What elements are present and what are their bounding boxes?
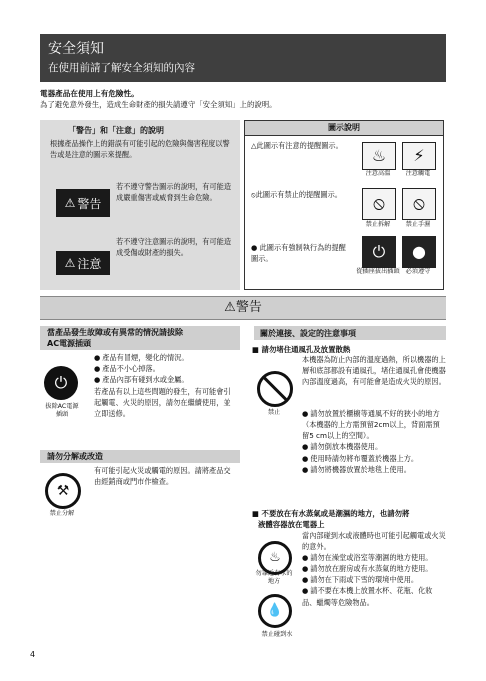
attention-icon-caption-1: 注意高溫 [365, 170, 391, 177]
right-s2-sub-1: ■ 不要放在有水蒸氣或是潮濕的地方，也請勿將 [252, 509, 410, 518]
left-s2-text: 有可能引起火災或觸電的原因。請將產品交由經銷商或門市作檢查。 [94, 466, 231, 487]
warning-text: 若不遵守警告圖示的說明，有可能造成嚴重傷害或威脅到生命危險。 [116, 182, 232, 203]
triangle-icon: △ [251, 141, 257, 150]
left-s2-title: 請勿分解或改造 [47, 452, 103, 461]
no-disassembly-icon: ⦸ [362, 188, 396, 220]
page-subtitle: 在使用前請了解安全須知的內容 [48, 62, 195, 74]
intro-line-1: 電器產品在使用上有危險性。 [40, 89, 139, 98]
list-item: ● 請勿在下雨或下雪的環境中使用。 [302, 574, 446, 585]
list-item: ● 產品不小心掉落。 [94, 363, 234, 374]
no-wet-hands-icon: ⦸ [402, 188, 436, 220]
caution-label-text: 注意 [77, 256, 102, 271]
caution-label [56, 251, 110, 275]
right-s2-sub-2: 液體容器放在電器上 [258, 520, 325, 529]
mandatory-text-label: 此圖示有強制執行為的提醒圖示。 [251, 243, 346, 264]
warning-label [56, 189, 110, 217]
prohibit-small-icon: ⦸ [251, 190, 256, 199]
hot-surface-icon: ♨ [362, 142, 396, 170]
right-s2-list [302, 552, 446, 608]
list-item: ● 請勿倒放本機器使用。 [302, 441, 446, 452]
list-item: ● 產品有冒煙，變化的情況。 [94, 352, 234, 363]
unplug-icon: ⏻ [362, 236, 396, 268]
left-s1-list [94, 352, 234, 385]
left-s1-para: 若產品有以上這些問題的發生，有可能會引起觸電、火災的原因，請勿在繼續使用，並立即送修。 [94, 387, 231, 419]
list-item: ● 請不要在本機上放置水杯、花瓶、化妝品、蠟燭等危險物品。 [302, 585, 446, 607]
list-item: ● 使用時請勿將布覆蓋於機器上方。 [302, 453, 446, 464]
no-disassembly-large-icon: ⚒ [45, 473, 81, 509]
right-s1-list [302, 408, 446, 475]
right-s1-para: 本機器為防止內部的溫度過熱，所以機器的上層和底部都設有通風孔，堵住通風孔會使機器內部溫度過高，有可能會是造成火災的原因。 [302, 355, 446, 387]
right-s1-caption: 禁止 [267, 409, 281, 416]
list-item: ● 請勿放在廚房或有水蒸氣的地方使用。 [302, 563, 446, 574]
right-s2-para: 當內部碰到水或液體時也可能引起觸電或火災的意外。 [302, 531, 446, 552]
right-s1-sub: ■ 請勿堵住通風孔及放置散熱 [252, 345, 351, 354]
prohibit-icon-caption-2: 禁止手濕 [405, 221, 431, 228]
warning-bar-triangle-icon: ⚠ [224, 300, 236, 315]
warning-label-text: 警告 [77, 196, 102, 211]
prohibit-icon-caption-1: 禁止拆解 [365, 221, 391, 228]
legend-title [245, 121, 443, 136]
left-s1-title-2: AC電源插頭 [47, 339, 92, 348]
explain-title: 「警告」和「注意」的說明 [68, 126, 164, 135]
page-title: 安全須知 [48, 41, 104, 57]
caution-text: 若不遵守注意圖示的說明，有可能造成受傷或財產的損失。 [116, 237, 232, 258]
unplug-large-icon: ⏻ [44, 366, 78, 400]
left-s2-caption: 禁止分解 [49, 510, 75, 517]
mandatory-icon-caption-2: 必須遵守 [405, 268, 431, 275]
left-s1-title-1: 當產品發生故障或有異常的情況請拔除 [47, 328, 183, 337]
prohibit-text [251, 189, 351, 200]
intro-line-2: 為了避免意外發生，造成生命財產的損失請遵守「安全須知」上的說明。 [40, 100, 277, 109]
warning-bar-text: 警告 [235, 300, 262, 315]
list-item: ● 請勿在澡堂或浴室等潮濕的地方使用。 [302, 552, 446, 563]
mandatory-dot-icon: ● [251, 243, 258, 252]
no-water-area-icon: ♨ [258, 541, 292, 575]
page-number: 4 [30, 650, 36, 659]
page-header [40, 34, 446, 82]
no-water-contact-icon: 💧 [258, 594, 292, 628]
warning-bar [40, 296, 446, 320]
left-s1-caption: 拔除AC電源插頭 [45, 403, 79, 419]
attention-text [251, 140, 351, 151]
attention-icon-caption-2: 注意觸電 [405, 170, 431, 177]
attention-text-label: 此圖示有注意的提醒圖示。 [256, 141, 343, 150]
right-s1-title: 關於連接、設定的注意事項 [260, 329, 356, 338]
right-s2-caption-1: 勿靠近有水的地方 [255, 570, 293, 586]
list-item: ● 產品內部有碰到水或金屬。 [94, 374, 234, 385]
list-item: ● 請勿將機器放置於地毯上使用。 [302, 464, 446, 475]
list-item: ● 請勿放置於櫃櫥等通風不好的狹小的地方（本機器的上方需預留2cm以上，背面需預留5 cm以上的空間）。 [302, 408, 446, 441]
caution-triangle-icon: ⚠ [64, 256, 76, 270]
electric-shock-icon: ⚡ [402, 142, 436, 170]
prohibit-text-label: 此圖示有禁止的提醒圖示。 [255, 190, 342, 199]
mandatory-icon-caption-1: 從插座拔出插頭 [356, 268, 400, 275]
mandatory-text [251, 242, 351, 264]
legend-title-text: 圖示說明 [328, 123, 360, 132]
right-s2-caption-2: 禁止碰到水 [261, 631, 293, 638]
must-follow-icon: ● [402, 236, 436, 268]
warning-triangle-icon: ⚠ [64, 196, 76, 210]
explain-desc: 根據產品操作上的錯誤有可能引起的危險與傷害程度以警告或是注意的圖示來提醒。 [50, 139, 230, 160]
